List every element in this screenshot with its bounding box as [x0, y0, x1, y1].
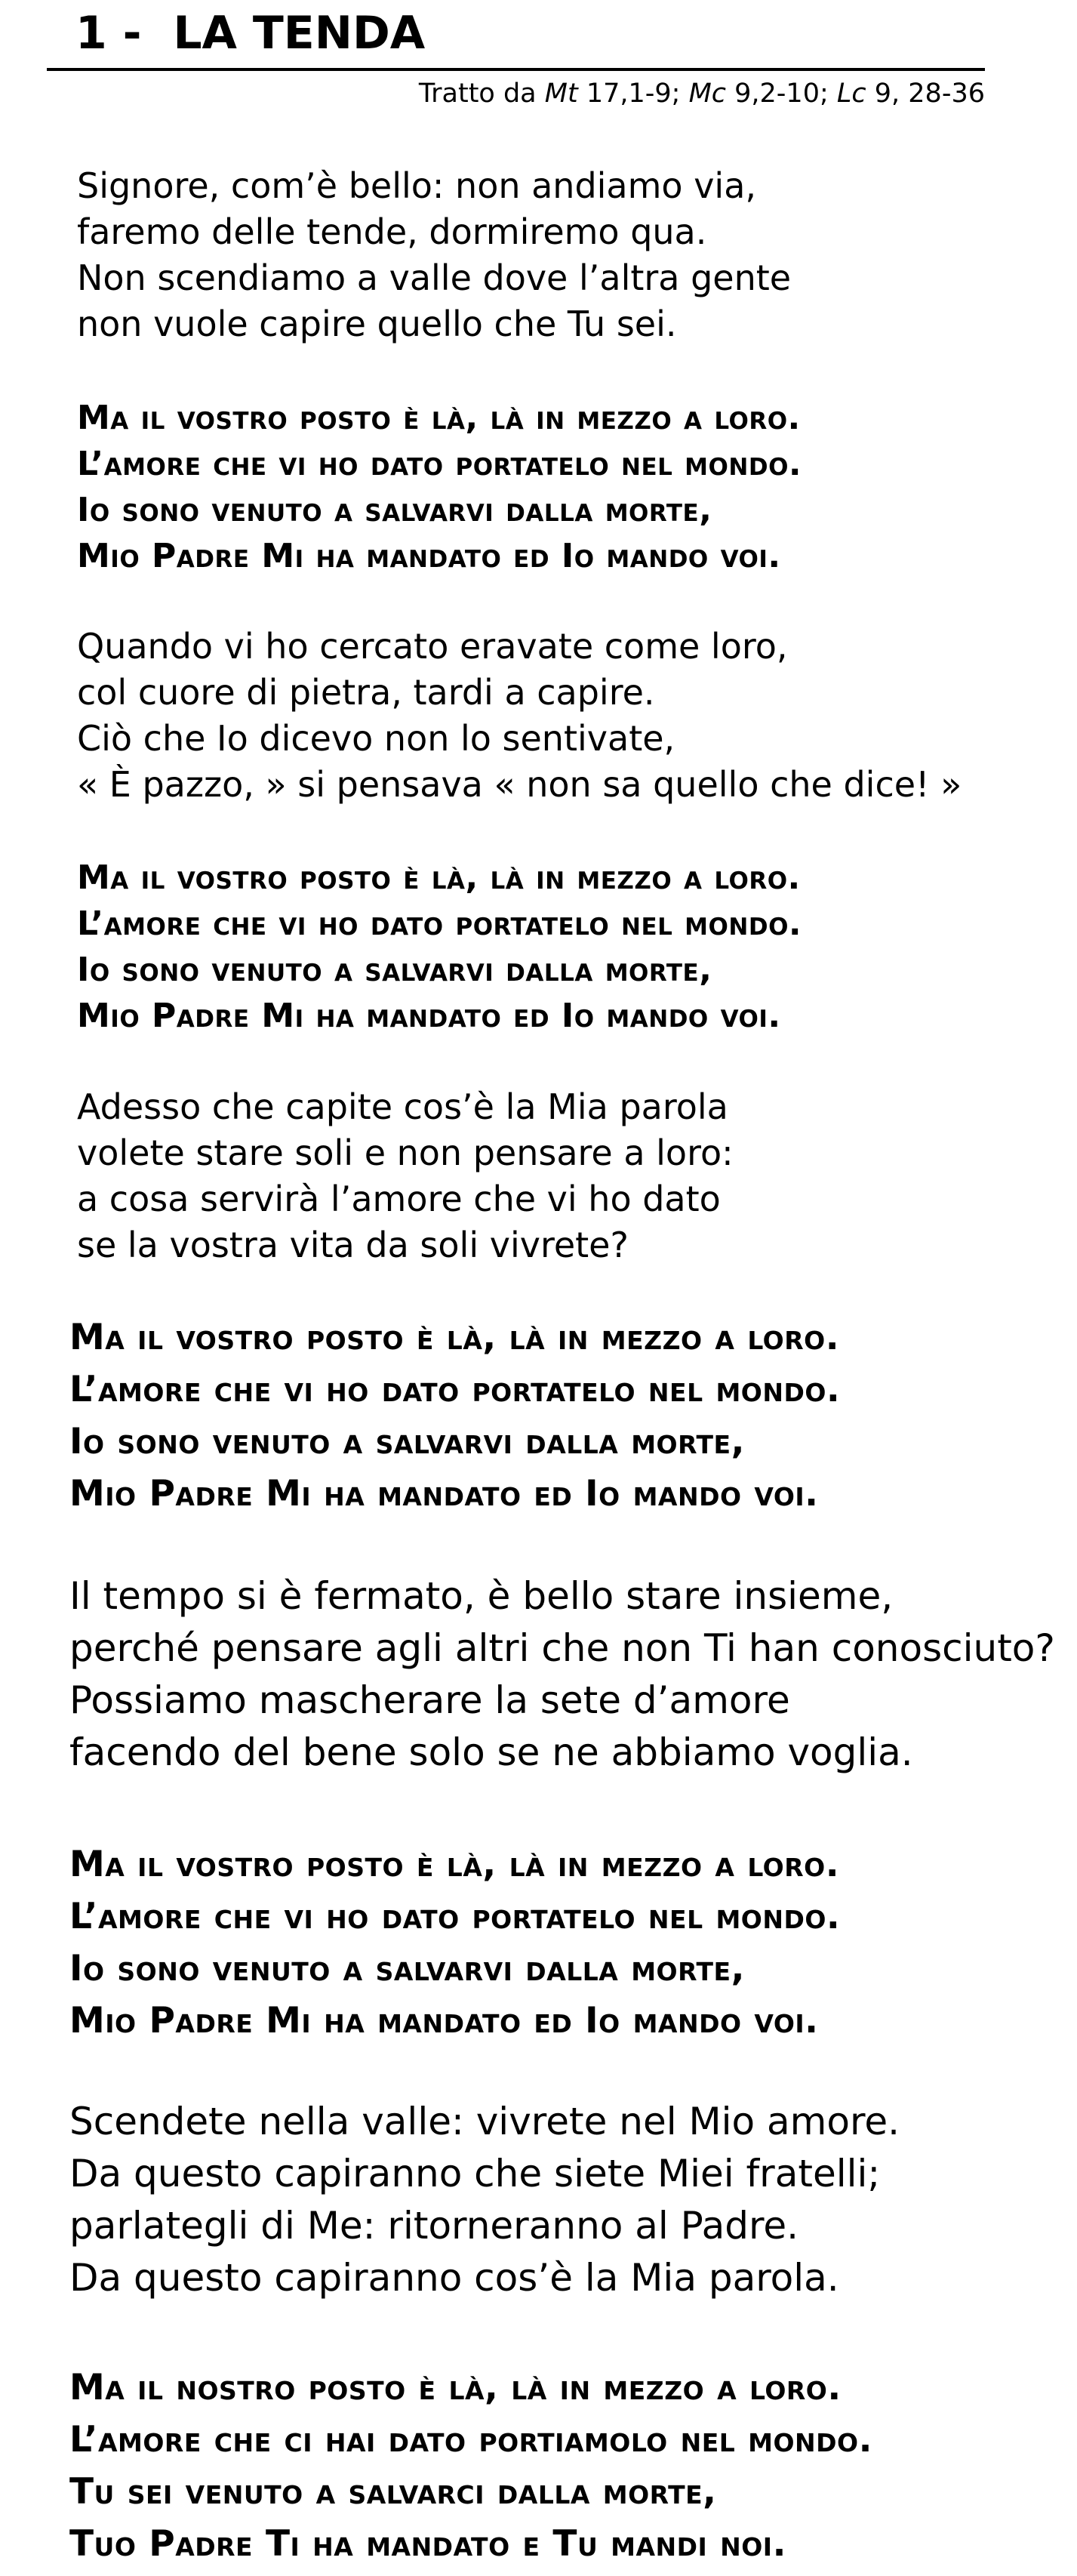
verse-line: Non scendiamo a valle dove l’altra gente [77, 257, 792, 298]
verse-2 [77, 624, 1077, 808]
chorus-line: L’amore che vi ho dato portatelo nel mondo. [69, 1896, 841, 1937]
verse-line: faremo delle tende, dormiremo qua. [77, 211, 707, 252]
verse-1 [77, 163, 1077, 347]
chorus-line: Mio Padre Mi ha mandato ed Io mando voi. [69, 1473, 819, 1514]
chorus-line: Ma il vostro posto è là, là in mezzo a loro. [69, 1317, 840, 1358]
chorus-line: L’amore che vi ho dato portatelo nel mondo. [77, 445, 802, 483]
verse-line: facendo del bene solo se ne abbiamo voglia. [69, 1730, 913, 1774]
chorus-line: Io sono venuto a salvarvi dalla morte, [69, 1421, 745, 1462]
chorus-1 [77, 395, 1077, 579]
chorus-line: Tuo Padre Ti ha mandato e Tu mandi noi. [69, 2523, 786, 2565]
source-ref-mt: 17,1-9; [577, 79, 689, 109]
verse-line: parlategli di Me: ritorneranno al Padre. [69, 2204, 799, 2248]
verse-line: non vuole capire quello che Tu sei. [77, 304, 677, 344]
source-book-mc: Mc [688, 79, 727, 109]
chorus-line: Ma il vostro posto è là, là in mezzo a loro. [69, 1844, 840, 1885]
chorus-line: Mio Padre Mi ha mandato ed Io mando voi. [77, 997, 781, 1035]
chorus-line: L’amore che ci hai dato portiamolo nel mondo. [69, 2419, 872, 2460]
chorus-line: Ma il vostro posto è là, là in mezzo a loro. [77, 399, 801, 437]
chorus-4 [69, 1838, 1077, 2047]
verse-3 [77, 1084, 1077, 1268]
verse-line: Da questo capiranno cos’è la Mia parola. [69, 2256, 839, 2300]
verse-4 [69, 1570, 1077, 1779]
chorus-line: Mio Padre Mi ha mandato ed Io mando voi. [69, 2000, 819, 2041]
verse-line: a cosa servirà l’amore che vi ho dato [77, 1179, 721, 1219]
chorus-3 [69, 1311, 1077, 1520]
verse-line: Adesso che capite cos’è la Mia parola [77, 1086, 728, 1127]
verse-line: Ciò che Io dicevo non lo sentivate, [77, 718, 675, 759]
chorus-line: Io sono venuto a salvarvi dalla morte, [77, 951, 712, 989]
song-title: 1 - LA TENDA [75, 7, 426, 60]
verse-line: Il tempo si è fermato, è bello stare insieme, [69, 1574, 894, 1618]
chorus-line: L’amore che vi ho dato portatelo nel mondo. [77, 904, 802, 943]
verse-line: se la vostra vita da soli vivrete? [77, 1225, 629, 1265]
verse-line: col cuore di pietra, tardi a capire. [77, 672, 655, 713]
verse-line: perché pensare agli altri che non Ti han conosciuto? [69, 1626, 1055, 1670]
chorus-line: Io sono venuto a salvarvi dalla morte, [77, 491, 712, 529]
chorus-line: Ma il vostro posto è là, là in mezzo a loro. [77, 858, 801, 897]
chorus-line: L’amore che vi ho dato portatelo nel mondo. [69, 1369, 841, 1410]
source-prefix: Tratto da [418, 79, 545, 109]
chorus-line: Io sono venuto a salvarvi dalla morte, [69, 1948, 745, 1989]
verse-line: volete stare soli e non pensare a loro: [77, 1132, 734, 1173]
scripture-source [419, 75, 985, 112]
verse-5 [69, 2096, 1077, 2304]
title-underline [47, 68, 985, 71]
source-book-mt: Mt [544, 79, 578, 109]
chorus-2 [77, 855, 1077, 1039]
verse-line: Possiamo mascherare la sete d’amore [69, 1678, 790, 1722]
source-ref-mc: 9,2-10; [726, 79, 837, 109]
chorus-line: Mio Padre Mi ha mandato ed Io mando voi. [77, 537, 781, 575]
verse-line: Quando vi ho cercato eravate come loro, [77, 626, 788, 667]
verse-line: « È pazzo, » si pensava « non sa quello che dice! » [77, 764, 962, 805]
verse-line: Scendete nella valle: vivrete nel Mio amore. [69, 2100, 900, 2143]
source-book-lc: Lc [836, 79, 866, 109]
chorus-line: Tu sei venuto a salvarci dalla morte, [69, 2471, 717, 2513]
verse-line: Da questo capiranno che siete Miei fratelli; [69, 2152, 881, 2195]
verse-line: Signore, com’è bello: non andiamo via, [77, 165, 757, 206]
chorus-5 [69, 2362, 1077, 2570]
chorus-line: Ma il nostro posto è là, là in mezzo a loro. [69, 2367, 842, 2408]
source-ref-lc: 9, 28-36 [866, 79, 985, 109]
